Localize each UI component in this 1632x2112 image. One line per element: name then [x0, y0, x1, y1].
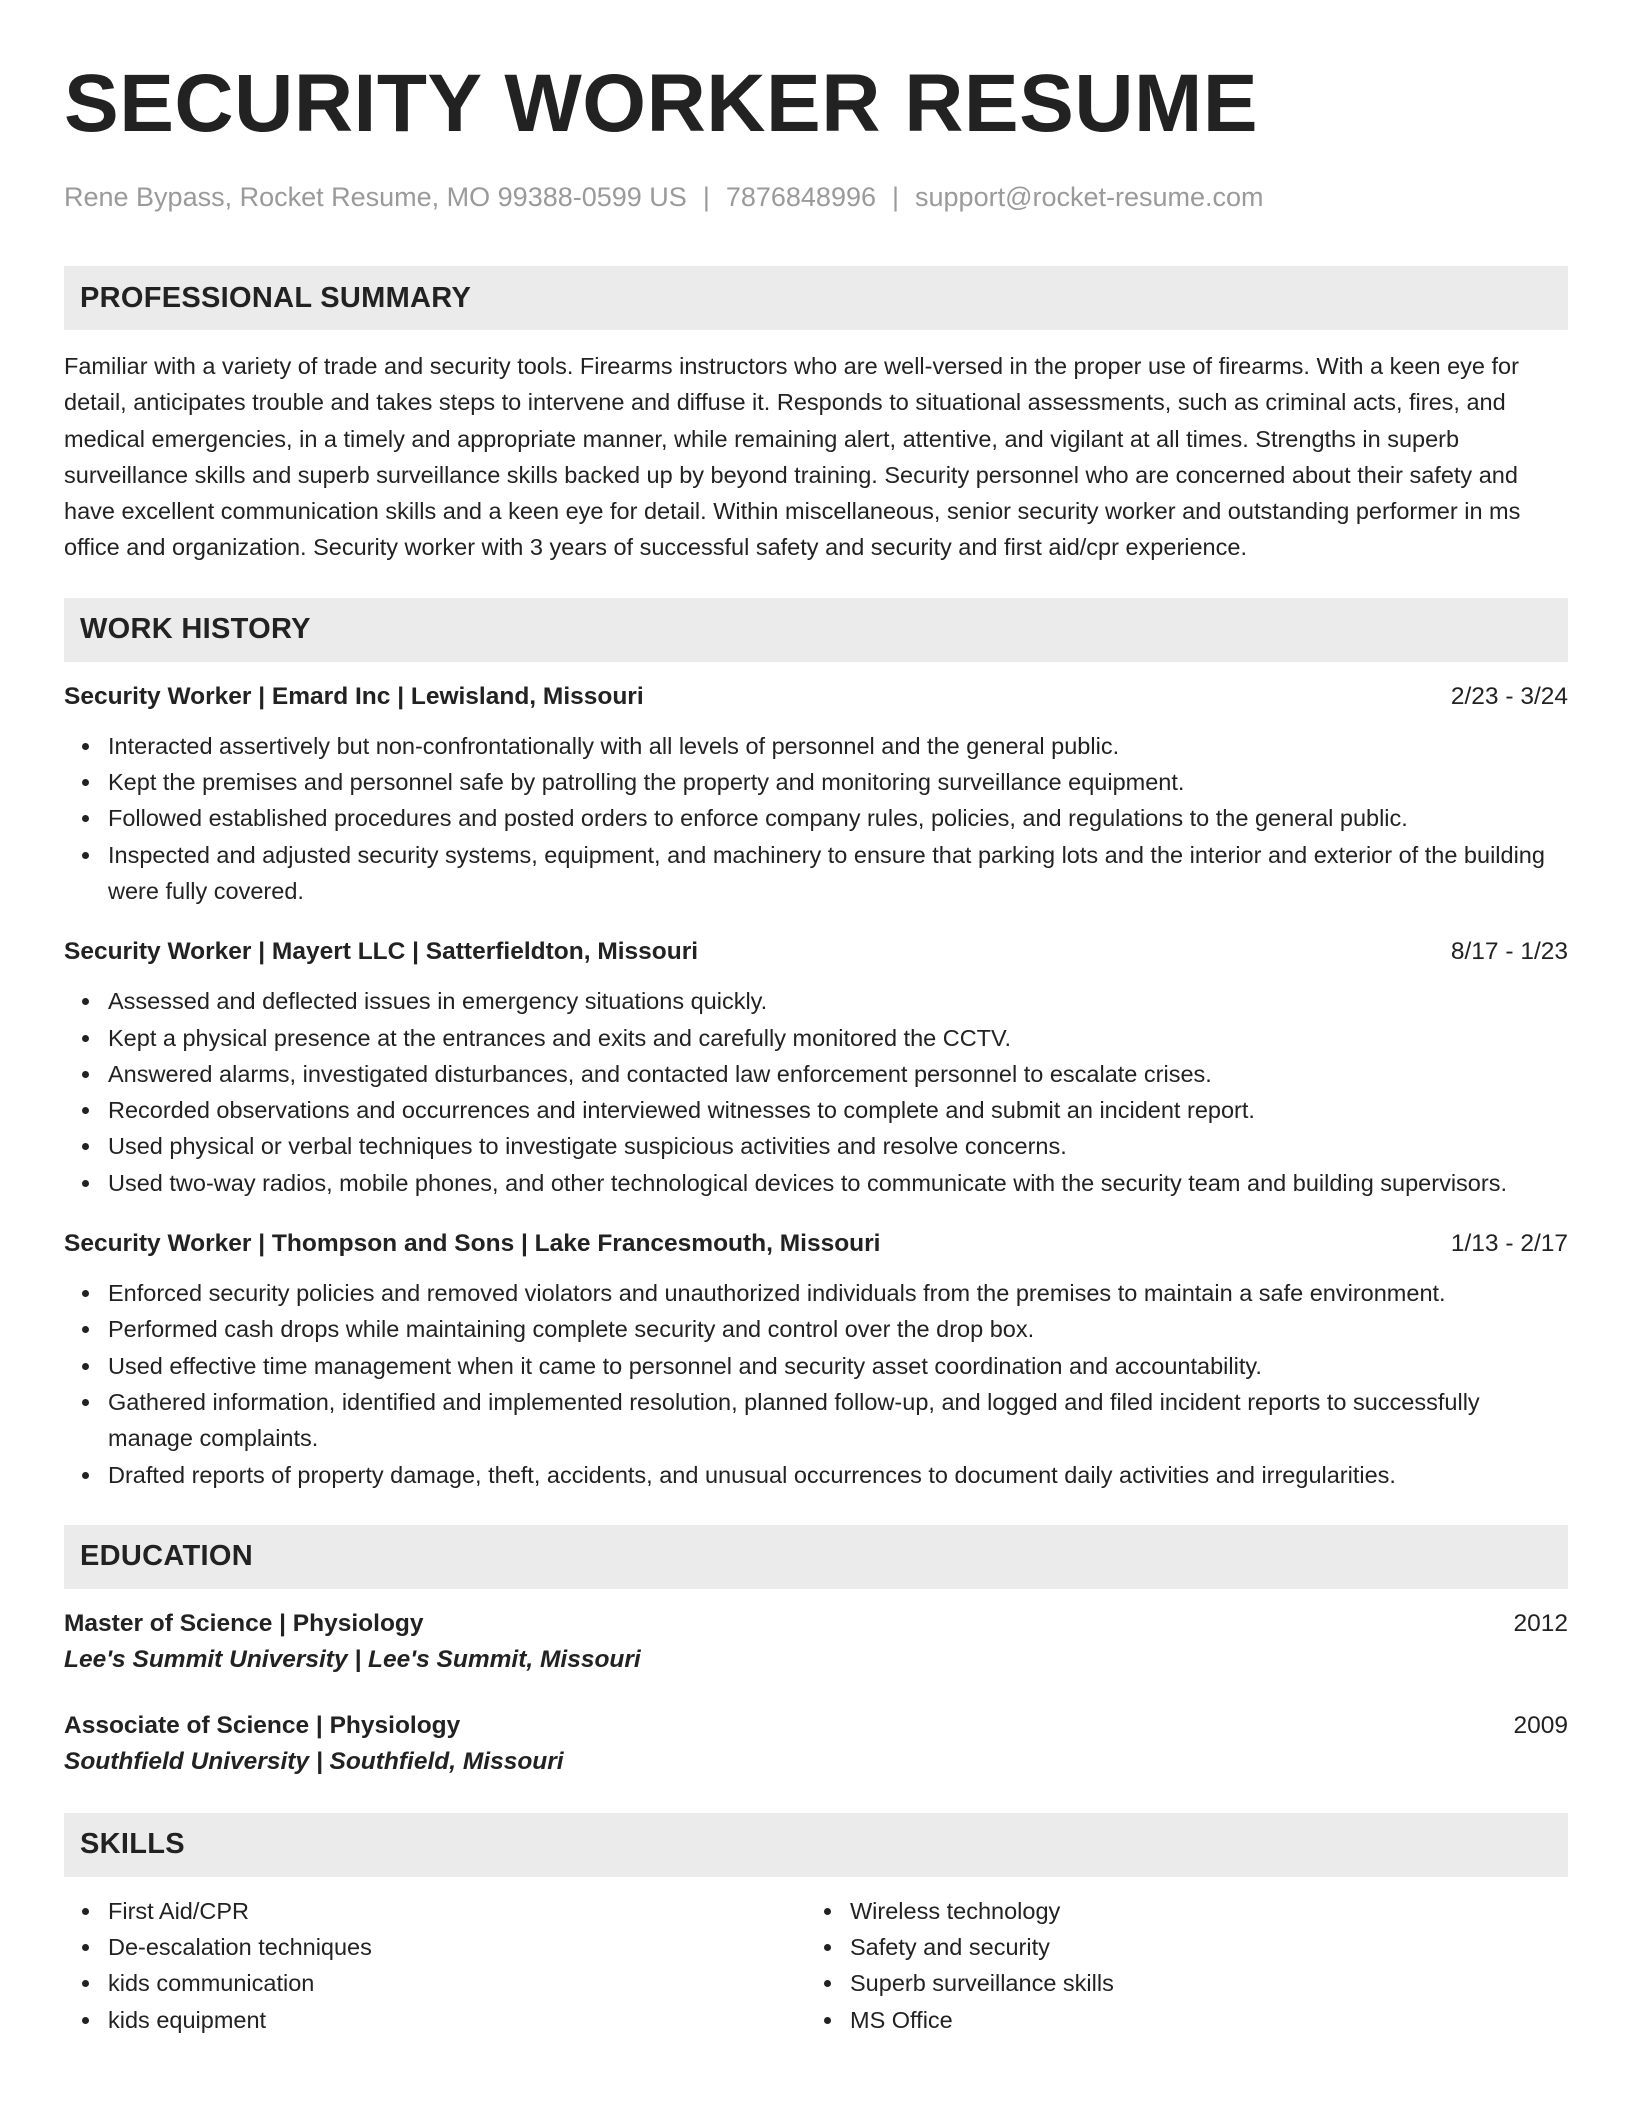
job-dates: 2/23 - 3/24	[1450, 682, 1568, 710]
contact-line	[64, 180, 1568, 214]
education-header	[64, 1607, 1568, 1641]
section-header-education: EDUCATION	[64, 1525, 1568, 1589]
education-degree: Associate of Science | Physiology	[64, 1711, 461, 1739]
job-dates: 1/13 - 2/17	[1450, 1230, 1568, 1258]
section-header-work-history: WORK HISTORY	[64, 598, 1568, 662]
skills-bullets	[806, 1893, 1548, 2038]
education-header	[64, 1709, 1568, 1743]
education-school: Southfield University | Southfield, Missouri	[64, 1747, 564, 1775]
job-bullet: Used effective time management when it came to personnel and security asset coordination and accountability.	[108, 1348, 1568, 1384]
job-bullet: Used two-way radios, mobile phones, and other technological devices to communicate with the security team and building supervisors.	[108, 1165, 1568, 1201]
job-bullet: Performed cash drops while maintaining complete security and control over the drop box.	[108, 1311, 1568, 1347]
resume-title: SECURITY WORKER RESUME	[64, 58, 1259, 149]
summary-text: Familiar with a variety of trade and security tools. Firearms instructors who are well-versed in the proper use of firearms. With a keen eye for detail, anticipates trouble and takes steps to intervene and diffuse it. Responds to situational assessments, such as criminal acts, fires, and medical emergencies, in a timely and appropriate manner, while remaining alert, attentive, and vigilant at all times. Strengths in superb surveillance skills and superb surveillance skills backed up by beyond training. Security personnel who are concerned about their safety and have excellent communication skills and a keen eye for detail. Within miscellaneous, senior security worker and outstanding performer in ms office and organization. Security worker with 3 years of successful safety and security and first aid/cpr experience.	[64, 353, 1521, 561]
skill-item: kids equipment	[108, 2002, 806, 2038]
job-bullet: Recorded observations and occurrences and interviewed witnesses to complete and submit an incident report.	[108, 1092, 1568, 1128]
education-degree: Master of Science | Physiology	[64, 1609, 424, 1637]
contact-address: Rene Bypass, Rocket Resume, MO 99388-0599 US	[64, 182, 687, 212]
job-header	[64, 935, 1568, 969]
job-bullet: Assessed and deflected issues in emergency situations quickly.	[108, 983, 1568, 1019]
job-bullets	[64, 1275, 1568, 1493]
skill-item: Wireless technology	[850, 1893, 1548, 1929]
job-bullet: Kept a physical presence at the entrances and exits and carefully monitored the CCTV.	[108, 1020, 1568, 1056]
section-header-skills: SKILLS	[64, 1813, 1568, 1877]
job-bullet: Gathered information, identified and implemented resolution, planned follow-up, and logged and filed incident reports to successfully manage complaints.	[108, 1384, 1568, 1457]
skill-item: Safety and security	[850, 1929, 1548, 1965]
skill-item: kids communication	[108, 1965, 806, 2001]
job-bullets	[64, 983, 1568, 1201]
job-bullet: Inspected and adjusted security systems, equipment, and machinery to ensure that parking lots and the interior and exterior of the building were fully covered.	[108, 837, 1568, 910]
job-entry	[64, 935, 1568, 1201]
education-school: Lee's Summit University | Lee's Summit, Missouri	[64, 1645, 641, 1673]
job-header	[64, 680, 1568, 714]
job-bullets	[64, 728, 1568, 909]
job-bullet: Followed established procedures and posted orders to enforce company rules, policies, and regulations to the general public.	[108, 800, 1568, 836]
skill-item: First Aid/CPR	[108, 1893, 806, 1929]
skill-item: MS Office	[850, 2002, 1548, 2038]
education-entry	[64, 1607, 1568, 1679]
education-entry	[64, 1709, 1568, 1781]
skills-column-right	[806, 1893, 1548, 2038]
job-bullet: Drafted reports of property damage, theft, accidents, and unusual occurrences to document daily activities and irregularities.	[108, 1457, 1568, 1493]
skills-list	[64, 1893, 1568, 2038]
section-header-summary: PROFESSIONAL SUMMARY	[64, 266, 1568, 330]
education-year: 2012	[1513, 1609, 1568, 1637]
contact-separator: |	[702, 182, 710, 212]
job-header	[64, 1227, 1568, 1261]
job-title: Security Worker | Mayert LLC | Satterfieldton, Missouri	[64, 938, 699, 966]
job-entry	[64, 680, 1568, 909]
job-entry	[64, 1227, 1568, 1493]
job-title: Security Worker | Thompson and Sons | Lake Francesmouth, Missouri	[64, 1230, 881, 1258]
skill-item: De-escalation techniques	[108, 1929, 806, 1965]
contact-email: support@rocket-resume.com	[915, 182, 1264, 212]
contact-phone: 7876848996	[725, 182, 876, 212]
skill-item: Superb surveillance skills	[850, 1965, 1548, 2001]
education-year: 2009	[1513, 1711, 1568, 1739]
job-title: Security Worker | Emard Inc | Lewisland, Missouri	[64, 682, 644, 710]
job-bullet: Interacted assertively but non-confrontationally with all levels of personnel and the general public.	[108, 728, 1568, 764]
job-dates: 8/17 - 1/23	[1450, 938, 1568, 966]
contact-separator: |	[892, 182, 900, 212]
job-bullet: Kept the premises and personnel safe by patrolling the property and monitoring surveillance equipment.	[108, 764, 1568, 800]
job-bullet: Used physical or verbal techniques to investigate suspicious activities and resolve concerns.	[108, 1128, 1568, 1164]
skills-bullets	[64, 1893, 806, 2038]
skills-column-left	[64, 1893, 806, 2038]
job-bullet: Enforced security policies and removed violators and unauthorized individuals from the premises to maintain a safe environment.	[108, 1275, 1568, 1311]
job-bullet: Answered alarms, investigated disturbances, and contacted law enforcement personnel to escalate crises.	[108, 1056, 1568, 1092]
